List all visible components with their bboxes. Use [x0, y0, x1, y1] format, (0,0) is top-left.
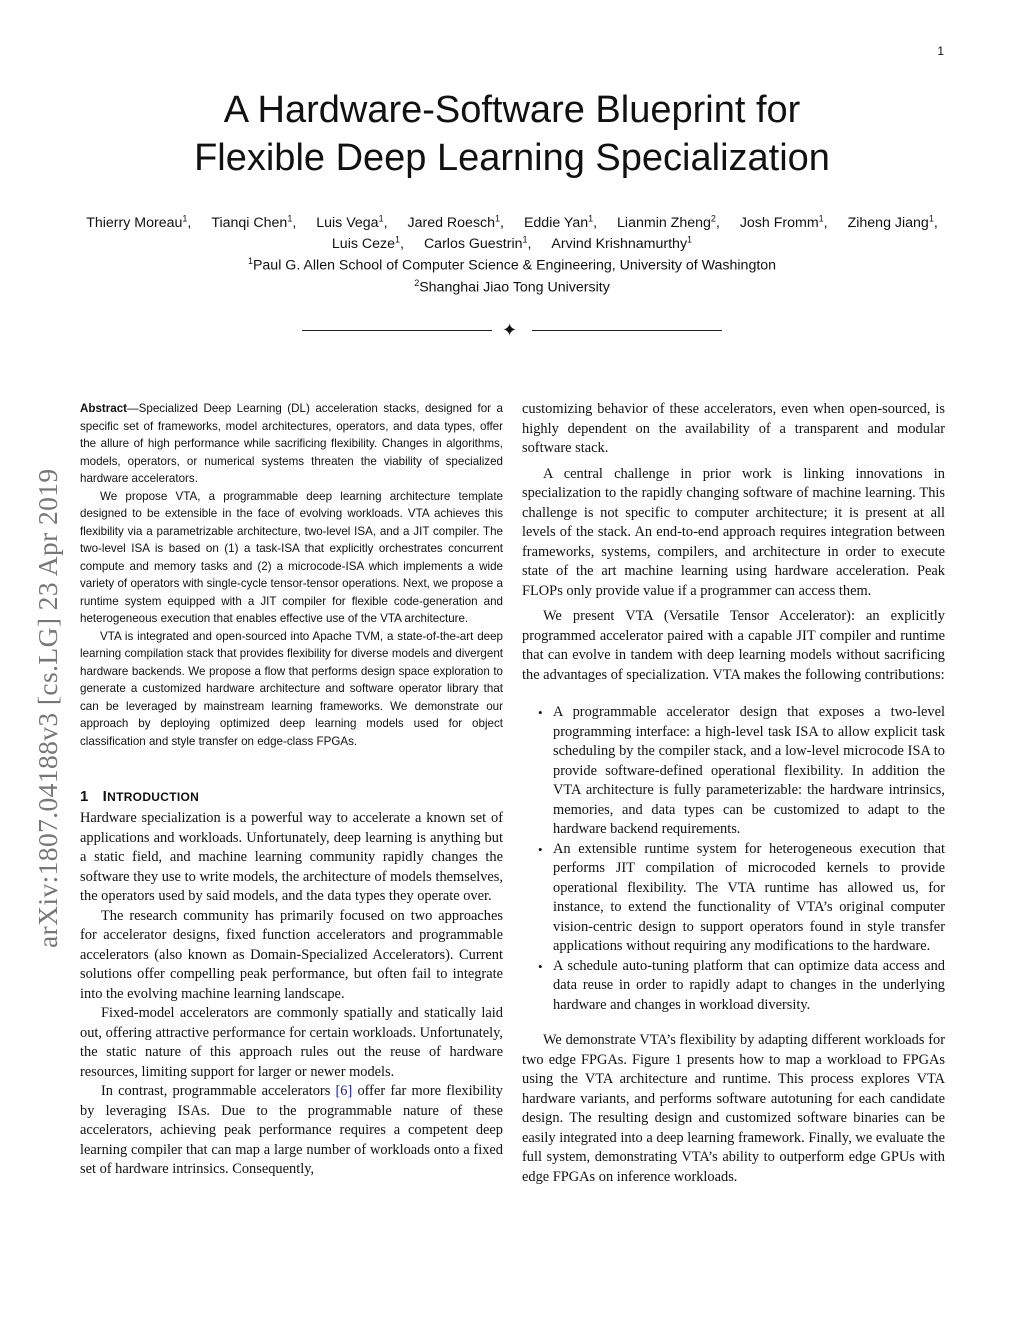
abstract-paragraph-3: VTA is integrated and open-sourced into Apache TVM, a state-of-the-art deep learning compilation stack that provides flexibility for diverse models and divergent hardware backends. We propose a flow that performs design space exploration to generate a customized hardware architecture and software operator library that can be leveraged by mainstream learning frameworks. We demonstrate our approach by deploying optimized deep learning models used for object classification and style transfer on edge-class FPGAs. [80, 629, 503, 748]
paper-title [0, 86, 1024, 182]
abstract-paragraph-2: We propose VTA, a programmable deep learning architecture template designed to be extensible in the face of evolving workloads. VTA achieves this flexibility via a parametrizable architecture, two-level ISA, and a JIT compiler. The two-level ISA is based on (1) a task-ISA that explicitly orchestrates concurrent compute and memory tasks and (2) a microcode-ISA which implements a wide variety of operators with single-cycle tensor-tensor operations. Next, we propose a runtime system equipped with a JIT compiler for flexible code-generation and heterogeneous execution that enables effective use of the VTA architecture. [80, 489, 503, 625]
right-paragraph-1: customizing behavior of these accelerators, even when open-sourced, is highly dependent on the availability of a transparent and modular software stack. [522, 401, 945, 456]
author-name: Luis Ceze$^1$, [331, 234, 404, 253]
title-line-1: A Hardware-Software Blueprint for [223, 89, 801, 131]
author-name: Jared Roesch$^1$, [407, 213, 504, 231]
list-item: • An extensible runtime system for heterogeneous execution that performs JIT compilation of microcoded kernels to provide operational flexibility. The VTA runtime has allowed us, for instance, to extend the functionality of VTA’s original computer vision-centric design to support operators found in style transfer applications without requiring any modifications to the hardware. [538, 840, 945, 954]
bullet-icon: • [538, 705, 543, 720]
right-paragraph-2: A central challenge in prior work is linking innovations in specialization to the rapidly changing software of machine learning. This challenge is not specific to computer architecture; it is present at all levels of the stack. An end-to-end approach requires integration between frameworks, systems, compilers, and architecture in order to execute state of the art machine learning using hardware acceleration. Peak FLOPs only provide value if a programmer can access them. [522, 465, 945, 599]
author-name: Eddie Yan$^1$, [523, 213, 598, 231]
affiliation-2: $^2$Shanghai Jiao Tong University [414, 278, 610, 296]
intro-paragraph-4: In contrast, programmable accelerators [6] offer far more flexibility by leveraging ISAs. Due to the programmable nature of these accelerators, achieving peak performance requires a competent deep learning compiler that can map a large number of workloads onto a fixed set of hardware intrinsics. Consequently, [80, 1083, 503, 1177]
affiliation-1: $^1$Paul G. Allen School of Computer Science & Engineering, University of Washington [247, 256, 777, 275]
author-name: Carlos Guestrin$^1$, [423, 234, 532, 253]
bullet-icon: • [538, 841, 543, 857]
author-name: Thierry Moreau$^1$, [86, 213, 192, 231]
author-name: Ziheng Jiang$^1$, [847, 213, 938, 231]
intro-paragraph-1: Hardware specialization is a powerful way to accelerate a known set of applications and workloads. Unfortunately, deep learning is anything but a static field, and machine learning community rapidly changes the software they use to write models, the architecture of models themselves, the operators used by said models, and the data types they operate over. [80, 810, 503, 904]
left-column [80, 400, 503, 1180]
page-number: 1 [937, 44, 944, 58]
arxiv-identifier-stamp: arXiv:1807.04188v3 [cs.LG] 23 Apr 2019 [32, 468, 63, 948]
author-block [40, 210, 984, 297]
title-line-2: Flexible Deep Learning Specialization [194, 137, 830, 179]
section-heading-introduction: 1 INTRODUCTION [80, 788, 200, 805]
author-name: Lianmin Zheng$^2$, [617, 213, 720, 231]
intro-paragraph-3: Fixed-model accelerators are commonly spatially and statically laid out, offering attractive performance for certain workloads. Unfortunately, the static nature of this approach rules out the reuse of hardware resources, limiting support for larger or newer models. [80, 1005, 503, 1080]
right-paragraph-4: We demonstrate VTA’s flexibility by adapting different workloads for two edge FPGAs. Figure 1 presents how to map a workload to FPGAs using the VTA architecture and runtime. This process explores VTA hardware variants, and performs software autotuning for each candidate design. The resulting design and customized software binaries can be easily integrated into a deep learning framework. Finally, we evaluate the full system, demonstrating VTA’s ability to outperform edge GPUs with edge FPGAs on inference workloads. [522, 1032, 945, 1185]
list-item: • A programmable accelerator design that exposes a two-level programming interface: a high-level task ISA to allow explicit task scheduling by the compiler stack, and a low-level microcode ISA to provide software-defined operational flexibility. In addition the VTA architecture is fully parameterizable: the hardware intrinsics, memories, and data types can be customized to adapt to the hardware backend requirements. [538, 704, 945, 837]
author-line-2 [40, 232, 984, 254]
title-divider [300, 320, 724, 342]
author-name: Josh Fromm$^1$, [739, 213, 828, 231]
divider-rule-left [302, 330, 492, 331]
contributions-list [522, 703, 945, 1015]
list-item: • A schedule auto-tuning platform that can optimize data access and data reuse in order to rapidly adapt to changes in the underlying hardware and changes in workload diversity. [538, 957, 945, 1013]
introduction-body [80, 809, 503, 1180]
abstract [80, 400, 503, 750]
author-name: Arvind Krishnamurthy$^1$ [551, 234, 693, 253]
author-name: Tianqi Chen$^1$, [211, 213, 297, 231]
divider-rule-right [532, 330, 722, 331]
citation-link[interactable]: [6] [335, 1083, 353, 1099]
abstract-label: Abstract [80, 402, 128, 415]
author-line-1 [40, 210, 984, 232]
abstract-paragraph-1: Abstract—Specialized Deep Learning (DL) acceleration stacks, designed for a specific set of frameworks, model architectures, operators, and data types, offer the allure of high performance while sacrificing flexibility. Changes in algorithms, models, operators, or numerical systems threaten the viability of specialized hardware accelerators. [80, 402, 503, 485]
right-column [522, 400, 945, 1187]
divider-star-icon: ✦ [502, 320, 518, 341]
intro-paragraph-2: The research community has primarily focused on two approaches for accelerator designs, fixed function accelerators and programmable accelerators (also known as Domain-Specialized Accelerators). Current solutions offer compelling peak performance, but often fail to integrate into the evolving machine learning landscape. [80, 907, 503, 1002]
author-name: Luis Vega$^1$, [316, 213, 388, 231]
right-paragraph-3: We present VTA (Versatile Tensor Accelerator): an explicitly programmed accelerator paired with a capable JIT compiler and runtime that can evolve in tandem with deep learning models without sacrificing the advantages of specialization. VTA makes the following contributions: [522, 608, 945, 683]
bullet-icon: • [538, 958, 543, 974]
